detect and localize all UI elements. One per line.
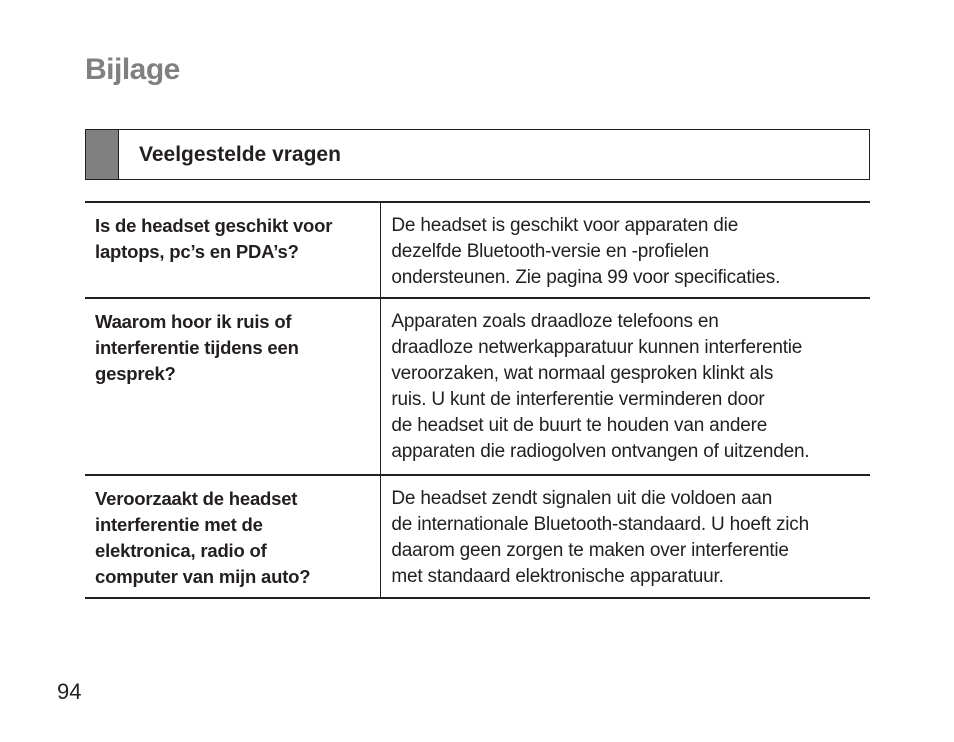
faq-row [85, 475, 870, 598]
question-line: interferentie met de [95, 514, 263, 535]
faq-row [85, 298, 870, 475]
faq-answer [381, 298, 870, 475]
section-accent-bar [86, 130, 119, 179]
question-line: interferentie tijdens een [95, 337, 299, 358]
section-title: Veelgestelde vragen [139, 142, 341, 166]
faq-table [85, 201, 870, 599]
answer-line: dezelfde Bluetooth-versie en -profielen [391, 241, 709, 262]
answer-line: veroorzaken, wat normaal gesproken klinkt als [391, 363, 774, 384]
page-number: 94 [57, 679, 82, 704]
answer-line: de headset uit de buurt te houden van andere [391, 415, 768, 436]
faq-question [85, 298, 381, 475]
faq-question [85, 202, 381, 298]
question-line: laptops, pc’s en PDA’s? [95, 241, 299, 262]
answer-line: met standaard elektronische apparatuur. [391, 566, 724, 587]
answer-line: Apparaten zoals draadloze telefoons en [391, 311, 719, 332]
question-line: Waarom hoor ik ruis of [95, 311, 292, 332]
answer-line: daarom geen zorgen te maken over interferentie [391, 540, 789, 561]
answer-line: de internationale Bluetooth-standaard. U hoeft zich [391, 514, 809, 535]
question-line: Veroorzaakt de headset [95, 488, 298, 509]
question-line: elektronica, radio of [95, 540, 267, 561]
faq-answer [381, 202, 870, 298]
answer-line: De headset zendt signalen uit die voldoen aan [391, 488, 773, 509]
answer-line: draadloze netwerkapparatuur kunnen interferentie [391, 337, 803, 358]
question-line: gesprek? [95, 363, 176, 384]
answer-line: ruis. U kunt de interferentie verminderen door [391, 389, 765, 410]
faq-question [85, 475, 381, 598]
section-header [85, 129, 870, 180]
question-line: Is de headset geschikt voor [95, 215, 333, 236]
faq-row [85, 202, 870, 298]
page-title: Bijlage [85, 53, 180, 86]
answer-line: apparaten die radiogolven ontvangen of uitzenden. [391, 441, 810, 462]
answer-line: De headset is geschikt voor apparaten die [391, 215, 739, 236]
question-line: computer van mijn auto? [95, 566, 311, 587]
answer-line: ondersteunen. Zie pagina 99 voor specificaties. [391, 267, 781, 288]
faq-answer [381, 475, 870, 598]
